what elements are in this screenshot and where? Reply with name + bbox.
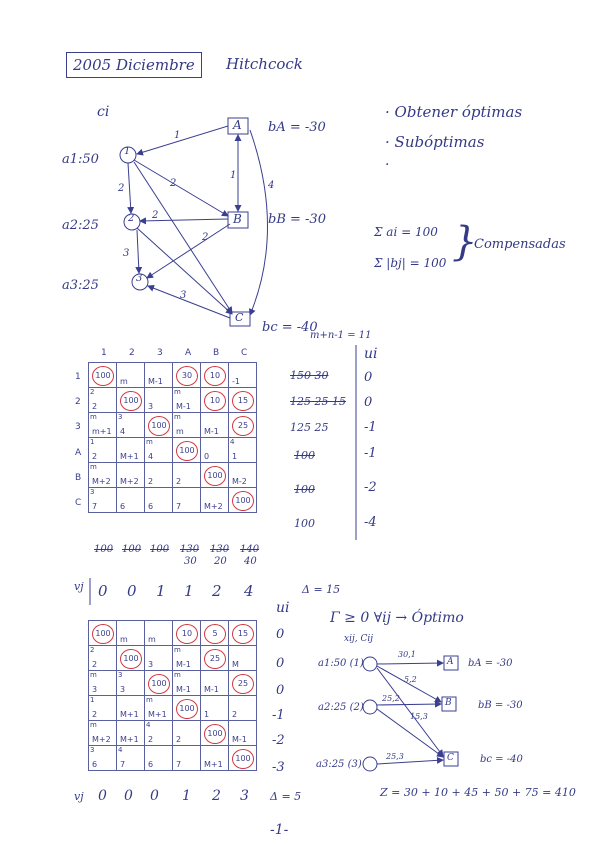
t2-cell: 4 2 bbox=[145, 721, 173, 746]
t2-cell: m M+1 bbox=[145, 696, 173, 721]
transport-table-2 bbox=[88, 620, 257, 771]
transport-table-1 bbox=[88, 362, 257, 513]
t1-demand: 100 bbox=[122, 544, 142, 555]
t1-cell: m m+1 bbox=[89, 413, 117, 438]
t1-cell: M+2 bbox=[117, 463, 145, 488]
t1-col-header: 3 bbox=[157, 348, 163, 358]
node-B-label: B bbox=[233, 212, 242, 226]
t2-cell: 100 bbox=[201, 721, 229, 746]
node-A-label: A bbox=[233, 118, 242, 132]
opt-flow-label: 25,3 bbox=[386, 752, 404, 761]
t1-delta: Δ = 15 bbox=[302, 583, 341, 596]
edge-cost: 1 bbox=[230, 170, 237, 181]
t1-col-header: 2 bbox=[129, 348, 135, 358]
t2-cell: m M+2 bbox=[89, 721, 117, 746]
cost-label: ci bbox=[97, 104, 110, 120]
opt-node-A: A bbox=[447, 657, 454, 667]
t1-supply: 150 30 bbox=[290, 369, 329, 382]
t2-cell: 7 bbox=[173, 746, 201, 771]
t1-supply: 100 bbox=[294, 517, 315, 530]
t2-cell: M+1 bbox=[117, 721, 145, 746]
t1-demand-2: 40 bbox=[244, 556, 257, 567]
t1-row-header: 3 bbox=[75, 422, 81, 432]
t2-cell: 25 bbox=[201, 646, 229, 671]
t1-row-header: B bbox=[75, 473, 82, 483]
t1-cell: m m bbox=[173, 413, 201, 438]
t1-demand: 100 bbox=[94, 544, 114, 555]
node-2-label: 2 bbox=[128, 213, 135, 224]
opt-flow-label: 15,3 bbox=[410, 712, 428, 721]
t2-cell: 100 bbox=[89, 621, 117, 646]
t1-cell: 2 bbox=[173, 463, 201, 488]
t2-cell: m 3 bbox=[89, 671, 117, 696]
sum-a: Σ ai = 100 bbox=[374, 225, 438, 239]
demand-B: bB = -30 bbox=[268, 212, 326, 227]
t1-demand: 130 bbox=[210, 544, 230, 555]
node-C-label: C bbox=[235, 311, 244, 324]
t1-v: 2 bbox=[212, 582, 222, 600]
t2-cell: 15 bbox=[229, 621, 257, 646]
t2-cell: 100 bbox=[229, 746, 257, 771]
t2-cell: m M-1 bbox=[173, 646, 201, 671]
t1-cell: 3 4 bbox=[117, 413, 145, 438]
t2-v-header: vj bbox=[74, 790, 84, 803]
page-number: -1- bbox=[270, 822, 289, 838]
t1-v: 0 bbox=[127, 582, 137, 600]
t1-supply: 125 25 15 bbox=[290, 395, 346, 408]
t1-demand-2: 20 bbox=[214, 556, 227, 567]
t2-cell: M+1 bbox=[201, 746, 229, 771]
t1-cell: M-1 bbox=[201, 413, 229, 438]
supply-1: a1:50 bbox=[62, 152, 99, 167]
supply-3: a3:25 bbox=[62, 278, 99, 293]
opt-supply-2: a2:25 (2) bbox=[318, 702, 364, 713]
t2-cell: 1 2 bbox=[89, 696, 117, 721]
t1-cell: 25 bbox=[229, 413, 257, 438]
t1-col-header: C bbox=[241, 348, 248, 358]
t2-cell: 2 bbox=[173, 721, 201, 746]
t1-u: -4 bbox=[364, 515, 377, 530]
t1-cell: 4 1 bbox=[229, 438, 257, 463]
t1-cell: m M-1 bbox=[173, 388, 201, 413]
t2-cell: 3 bbox=[145, 646, 173, 671]
t1-cell: 6 bbox=[145, 488, 173, 513]
optimality-sub: xij, Cij bbox=[344, 634, 374, 644]
t2-cell: 100 bbox=[117, 646, 145, 671]
t2-cell: 1 bbox=[201, 696, 229, 721]
demand-C: bc = -40 bbox=[262, 320, 318, 335]
t2-cell: 4 7 bbox=[117, 746, 145, 771]
t2-cell: 3 6 bbox=[89, 746, 117, 771]
t1-cell: 2 2 bbox=[89, 388, 117, 413]
opt-node-B: B bbox=[445, 698, 452, 708]
t1-cell: M+2 bbox=[201, 488, 229, 513]
t1-u: 0 bbox=[364, 395, 373, 410]
t1-cell: 30 bbox=[173, 363, 201, 388]
opt-demand-A: bA = -30 bbox=[468, 658, 513, 669]
t2-cell: 100 bbox=[145, 671, 173, 696]
t1-cell: m bbox=[117, 363, 145, 388]
t2-v: 3 bbox=[240, 788, 249, 804]
t1-v: 1 bbox=[184, 582, 194, 600]
t1-supply: 100 bbox=[294, 483, 315, 496]
bullet-2: · Subóptimas bbox=[385, 133, 485, 151]
t1-u: -1 bbox=[364, 420, 377, 435]
t1-cell: 100 bbox=[201, 463, 229, 488]
edge-cost: 2 bbox=[202, 232, 209, 243]
t2-cell: m M-1 bbox=[173, 671, 201, 696]
t2-cell: M-1 bbox=[229, 721, 257, 746]
t2-u: 0 bbox=[276, 683, 285, 698]
t1-demand: 130 bbox=[180, 544, 200, 555]
t2-v: 1 bbox=[182, 788, 191, 804]
t1-cell: 10 bbox=[201, 388, 229, 413]
t1-u: -1 bbox=[364, 446, 377, 461]
t1-cell: 7 bbox=[173, 488, 201, 513]
t1-cell: 100 bbox=[229, 488, 257, 513]
t2-cell: 6 bbox=[145, 746, 173, 771]
bullet-3: · bbox=[385, 157, 390, 173]
t1-cell: 100 bbox=[173, 438, 201, 463]
edge-cost: 1 bbox=[174, 130, 181, 141]
t1-cell: M+1 bbox=[117, 438, 145, 463]
t1-row-header: C bbox=[75, 498, 82, 508]
t1-cell: 10 bbox=[201, 363, 229, 388]
t1-v: 0 bbox=[98, 582, 108, 600]
opt-supply-1: a1:50 (1) bbox=[318, 658, 364, 669]
edge-cost: 2 bbox=[170, 178, 177, 189]
t1-col-header: B bbox=[213, 348, 220, 358]
t2-cell: 3 3 bbox=[117, 671, 145, 696]
t1-cell: m M+2 bbox=[89, 463, 117, 488]
t1-cell: 100 bbox=[117, 388, 145, 413]
t2-v: 0 bbox=[124, 788, 133, 804]
t2-cell: 5 bbox=[201, 621, 229, 646]
t2-v: 0 bbox=[98, 788, 107, 804]
opt-node-C: C bbox=[447, 753, 454, 763]
date-label: 2005 Diciembre bbox=[73, 56, 195, 74]
t2-v: 2 bbox=[212, 788, 221, 804]
t2-cell: 2 2 bbox=[89, 646, 117, 671]
t1-row-header: 1 bbox=[75, 372, 81, 382]
t1-v: 1 bbox=[156, 582, 166, 600]
opt-supply-3: a3:25 (3) bbox=[316, 759, 362, 770]
t2-cell: m bbox=[145, 621, 173, 646]
t2-u: -3 bbox=[272, 760, 285, 775]
t2-u: -2 bbox=[272, 733, 285, 748]
t2-u: 0 bbox=[276, 656, 285, 671]
opt-flow-label: 5,2 bbox=[404, 675, 417, 684]
t2-v: 0 bbox=[150, 788, 159, 804]
t2-delta: Δ = 5 bbox=[270, 790, 302, 803]
t1-col-header: A bbox=[185, 348, 192, 358]
edge-cost: 2 bbox=[152, 210, 159, 221]
t1-u: 0 bbox=[364, 370, 373, 385]
objective-value: Z = 30 + 10 + 45 + 50 + 75 = 410 bbox=[380, 786, 576, 799]
t1-u-header: ui bbox=[364, 346, 378, 362]
supply-2: a2:25 bbox=[62, 218, 99, 233]
t1-cell: 1 2 bbox=[89, 438, 117, 463]
edge-cost: 4 bbox=[268, 180, 275, 191]
t1-cell: -1 bbox=[229, 363, 257, 388]
opt-flow-label: 30,1 bbox=[398, 650, 416, 659]
t1-cell: 6 bbox=[117, 488, 145, 513]
sum-b: Σ |bj| = 100 bbox=[374, 256, 447, 270]
t1-cell: 3 bbox=[145, 388, 173, 413]
t2-u: 0 bbox=[276, 627, 285, 642]
t1-cell: 0 bbox=[201, 438, 229, 463]
t1-cell: 3 7 bbox=[89, 488, 117, 513]
t1-cell: 2 bbox=[145, 463, 173, 488]
opt-demand-C: bc = -40 bbox=[480, 754, 523, 765]
opt-demand-B: bB = -30 bbox=[478, 700, 523, 711]
t2-cell: 100 bbox=[173, 696, 201, 721]
t1-v-header: vj bbox=[74, 580, 84, 593]
t1-row-header: 2 bbox=[75, 397, 81, 407]
basis-count: m+n-1 = 11 bbox=[310, 330, 372, 341]
t1-demand: 140 bbox=[240, 544, 260, 555]
edge-cost: 3 bbox=[180, 290, 187, 301]
page-title: Hitchcock bbox=[226, 55, 303, 73]
opt-flow-label: 25,2 bbox=[382, 694, 400, 703]
t1-demand-2: 30 bbox=[184, 556, 197, 567]
t1-cell: M-1 bbox=[145, 363, 173, 388]
t1-cell: M-2 bbox=[229, 463, 257, 488]
t1-demand: 100 bbox=[150, 544, 170, 555]
t1-v: 4 bbox=[244, 582, 254, 600]
t1-row-header: A bbox=[75, 448, 82, 458]
optimality-condition: Γ ≥ 0 ∀ij → Óptimo bbox=[330, 610, 464, 626]
brace: } bbox=[452, 219, 478, 265]
demand-A: bA = -30 bbox=[268, 120, 326, 135]
t2-u-header: ui bbox=[276, 600, 290, 616]
t1-cell: 15 bbox=[229, 388, 257, 413]
t1-cell: 100 bbox=[145, 413, 173, 438]
bullet-1: · Obtener óptimas bbox=[385, 103, 523, 121]
t1-cell: 100 bbox=[89, 363, 117, 388]
t2-cell: M bbox=[229, 646, 257, 671]
t2-cell: M+1 bbox=[117, 696, 145, 721]
t2-cell: 10 bbox=[173, 621, 201, 646]
t2-cell: 2 bbox=[229, 696, 257, 721]
t1-supply: 125 25 bbox=[290, 421, 329, 434]
t2-cell: M-1 bbox=[201, 671, 229, 696]
t1-col-header: 1 bbox=[101, 348, 107, 358]
edge-cost: 3 bbox=[123, 248, 130, 259]
node-3-label: 3 bbox=[136, 273, 143, 284]
compensadas: Compensadas bbox=[474, 237, 566, 252]
t1-supply: 100 bbox=[294, 449, 315, 462]
edge-cost: 2 bbox=[118, 183, 125, 194]
t1-u: -2 bbox=[364, 480, 377, 495]
t2-cell: 25 bbox=[229, 671, 257, 696]
t2-u: -1 bbox=[272, 708, 285, 723]
t1-cell: m 4 bbox=[145, 438, 173, 463]
node-1-label: 1 bbox=[124, 146, 131, 157]
t2-cell: m bbox=[117, 621, 145, 646]
